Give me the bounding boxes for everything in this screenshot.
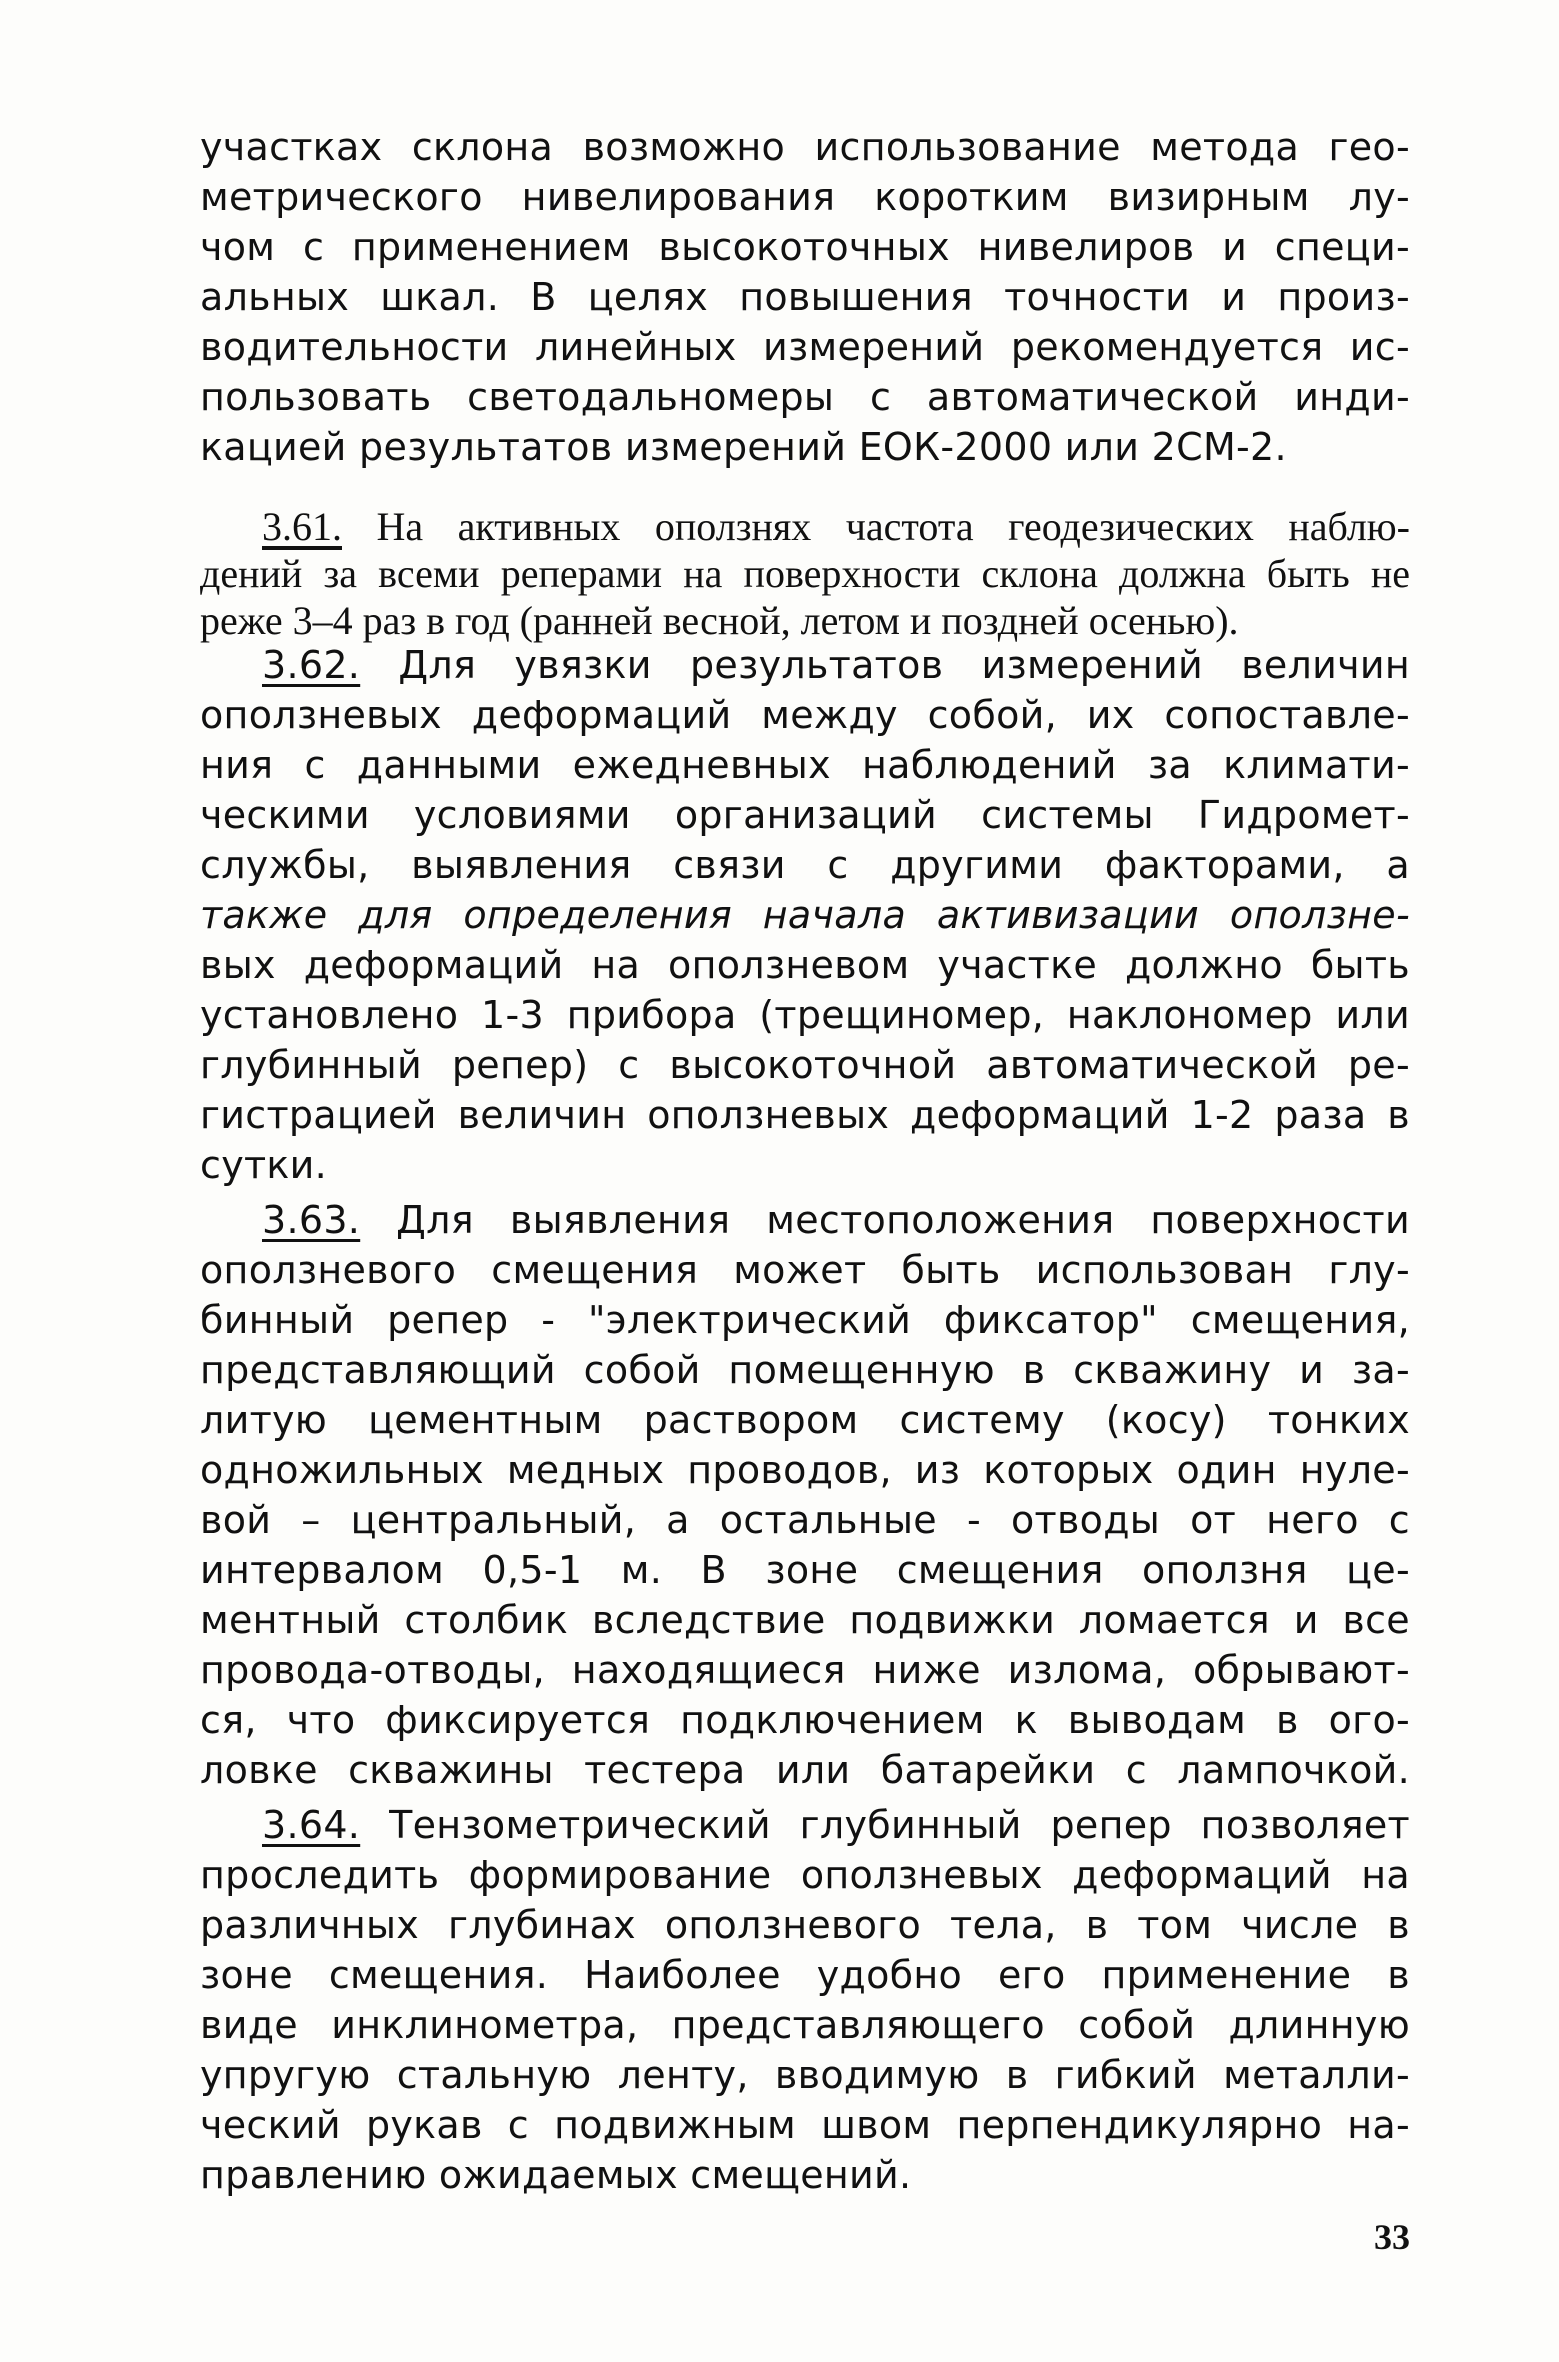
text-line: различных глубинах оползневого тела, в том числе в [200, 1903, 1410, 1947]
section-text: Тензометрический глубинный репер позволяет [389, 1803, 1410, 1847]
text-line: также для определения начала активизации оползне- [200, 893, 1410, 937]
text-line: правлению ожидаемых смещений. [200, 2153, 912, 2197]
text-line: литую цементным раствором систему (косу) тонких [200, 1398, 1410, 1442]
section-text: Для увязки результатов измерений величин [398, 643, 1410, 687]
section-number: 3.61. [262, 504, 342, 549]
text-line: оползневого смещения может быть использован глу- [200, 1248, 1410, 1292]
text-line: ментный столбик вследствие подвижки ломается и все [200, 1598, 1410, 1642]
section-3-63-first-line [262, 1195, 1410, 1245]
text-line: дений за всеми реперами на поверхности склона должна быть не [200, 551, 1410, 596]
text-line: ческими условиями организаций системы Гидромет- [200, 793, 1410, 837]
text-line: службы, выявления связи с другими факторами, а [200, 843, 1410, 887]
text-line: одножильных медных проводов, из которых один нуле- [200, 1448, 1410, 1492]
text-line: чом с применением высокоточных нивелиров и специ- [200, 225, 1410, 269]
page-number: 33 [1374, 2217, 1410, 2257]
text-line: кацией результатов измерений ЕОК-2000 или 2СМ-2. [200, 425, 1287, 469]
text-line: установлено 1-3 прибора (трещиномер, наклономер или [200, 993, 1410, 1037]
text-line: гистрацией величин оползневых деформаций 1-2 раза в [200, 1093, 1410, 1137]
text-line: вой – центральный, а остальные - отводы от него с [200, 1498, 1410, 1542]
text-line: оползневых деформаций между собой, их сопоставле- [200, 693, 1410, 737]
text-line: участках склона возможно использование метода гео- [200, 125, 1410, 169]
text-line: водительности линейных измерений рекомендуется ис- [200, 325, 1410, 369]
text-line: сутки. [200, 1143, 328, 1187]
text-line: виде инклинометра, представляющего собой длинную [200, 2003, 1410, 2047]
text-line: пользовать светодальномеры с автоматической инди- [200, 375, 1410, 419]
text-line: альных шкал. В целях повышения точности и произ- [200, 275, 1410, 319]
section-text: На активных оползнях частота геодезических наблю- [376, 504, 1410, 549]
text-line: ния с данными ежедневных наблюдений за климати- [200, 743, 1410, 787]
text-line: упругую стальную ленту, вводимую в гибкий металли- [200, 2053, 1410, 2097]
text-line: зоне смещения. Наиболее удобно его применение в [200, 1953, 1410, 1997]
section-text: Для выявления местоположения поверхности [396, 1198, 1410, 1242]
text-line: проследить формирование оползневых деформаций на [200, 1853, 1410, 1897]
section-number: 3.62. [262, 643, 361, 687]
text-line: провода-отводы, находящиеся ниже излома, обрывают- [200, 1648, 1410, 1692]
text-line: ловке скважины тестера или батарейки с лампочкой. [200, 1748, 1410, 1792]
section-number: 3.64. [262, 1803, 361, 1847]
text-line: ческий рукав с подвижным швом перпендикулярно на- [200, 2103, 1410, 2147]
text-line: ся, что фиксируется подключением к выводам в ого- [200, 1698, 1410, 1742]
section-number: 3.63. [262, 1198, 361, 1242]
text-line: вых деформаций на оползневом участке должно быть [200, 943, 1410, 987]
section-3-64-first-line [262, 1800, 1410, 1850]
text-line: глубинный репер) с высокоточной автоматической ре- [200, 1043, 1410, 1087]
text-line: бинный репер - "электрический фиксатор" смещения, [200, 1298, 1410, 1342]
text-line: представляющий собой помещенную в скважину и за- [200, 1348, 1410, 1392]
text-line: интервалом 0,5-1 м. В зоне смещения оползня це- [200, 1548, 1410, 1592]
text-line: реже 3–4 раз в год (ранней весной, летом и поздней осенью). [200, 598, 1239, 643]
text-line: метрического нивелирования коротким визирным лу- [200, 175, 1410, 219]
section-3-62-first-line [262, 640, 1410, 690]
section-3-61-first-line [262, 503, 1410, 551]
